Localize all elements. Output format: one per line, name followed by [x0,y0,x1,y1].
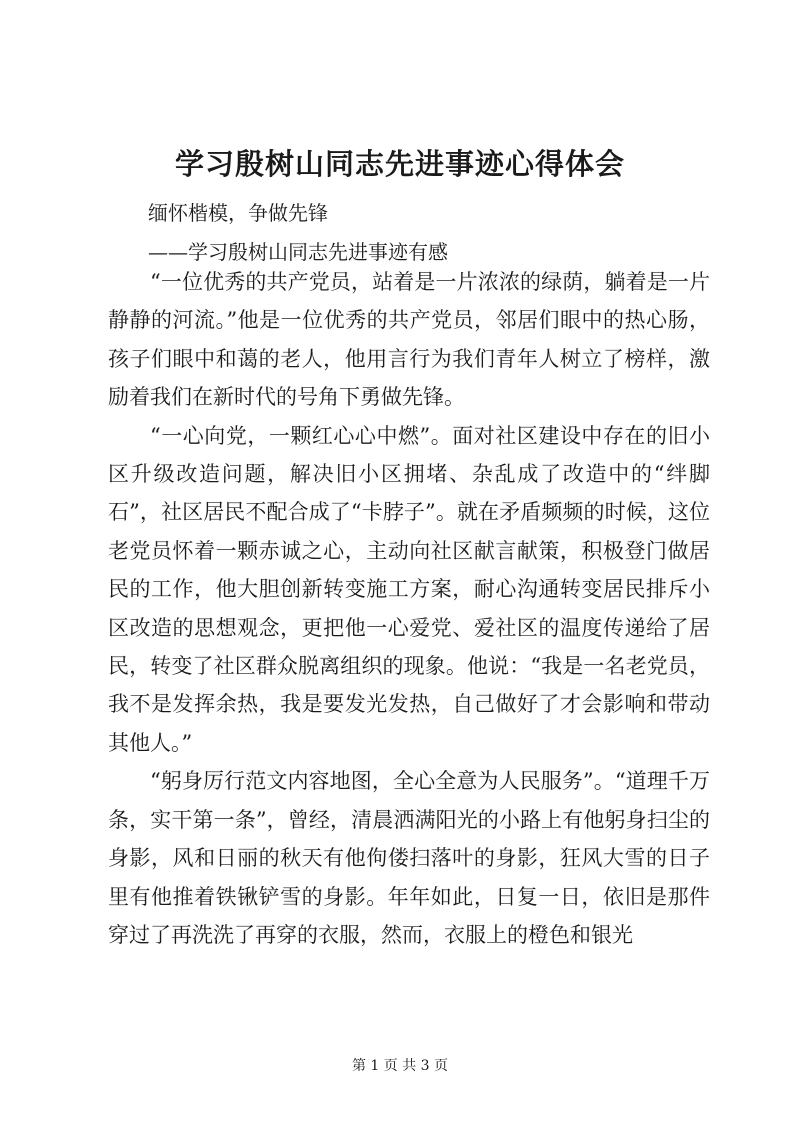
paragraph-2: “一心向党，一颗红心心中燃”。面对社区建设中存在的旧小区升级改造问题，解决旧小区拥堵、杂乱成了改造中的“绊脚石”，社区居民不配合成了“卡脖子”。就在矛盾频频的时候，这位老党员怀着一颗赤诚之心，主动向社区献言献策，积极登门做居民的工作，他大胆创新转变施工方案，耐心沟通转变居民排斥小区改造的思想观念，更把他一心爱党、爱社区的温度传递给了居民，转变了社区群众脱离组织的现象。他说：“我是一名老党员，我不是发挥余热，我是要发光发热，自己做好了才会影响和带动其他人。” [108,423,710,755]
subtitle-line-1: 缅怀楷模，争做先锋 [148,201,328,225]
paragraph-1: “一位优秀的共产党员，站着是一片浓浓的绿荫，躺着是一片静静的河流。”他是一位优秀的共产党员，邻居们眼中的热心肠，孩子们眼中和蔼的老人，他用言行为我们青年人树立了榜样，激励着我们在新时代的号角下勇做先锋。 [108,270,710,410]
document-body [108,263,710,954]
subtitle-line-2: ——学习殷树山同志先进事迹有感 [148,240,448,264]
document-title: 学习殷树山同志先进事迹心得体会 [174,147,625,181]
page-number: 第 1 页 共 3 页 [351,1058,449,1074]
paragraph-3: “躬身厉行范文内容地图，全心全意为人民服务”。“道理千万条，实干第一条”，曾经，清晨洒满阳光的小路上有他躬身扫尘的身影，风和日丽的秋天有他佝偻扫落叶的身影，狂风大雪的日子里有他推着铁锹铲雪的身影。年年如此，日复一日，依旧是那件穿过了再洗洗了再穿的衣服，然而，衣服上的橙色和银光 [108,769,710,947]
